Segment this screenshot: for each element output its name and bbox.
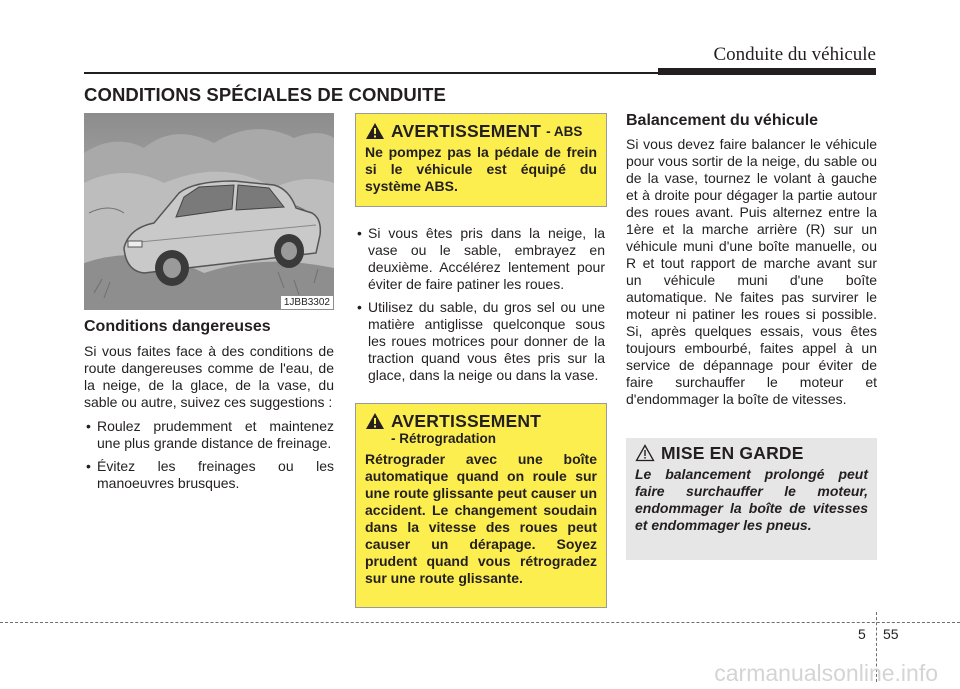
dangerous-conditions-intro: Si vous faites face à des conditions de route dangereuses comme de l'eau, de la neige, de la glace, de la vase, du sable ou autre, suivez ces suggestions : bbox=[84, 343, 334, 410]
list-item: • Évitez les freinages ou les manoeuvres brusques. bbox=[84, 458, 334, 492]
warning-box-abs bbox=[355, 113, 607, 207]
dangerous-conditions-list bbox=[84, 418, 334, 492]
watermark: carmanualsonline.info bbox=[714, 660, 938, 686]
stuck-vehicle-list bbox=[355, 225, 605, 384]
figure-code: 1JBB3302 bbox=[281, 296, 333, 309]
footer-rule bbox=[0, 622, 960, 623]
warning-triangle-icon bbox=[365, 412, 385, 430]
header-rule-accent bbox=[658, 68, 876, 75]
warning-header bbox=[365, 122, 597, 140]
caution-triangle-icon bbox=[635, 444, 655, 462]
warning-title: AVERTISSEMENT bbox=[391, 410, 542, 431]
running-header: Conduite du véhicule bbox=[713, 44, 876, 65]
heading-rocking-vehicle: Balancement du véhicule bbox=[626, 112, 819, 129]
car-illustration bbox=[84, 113, 334, 310]
caution-title: MISE EN GARDE bbox=[661, 442, 804, 463]
car-on-rough-terrain-image bbox=[84, 113, 334, 310]
list-item: • Utilisez du sable, du gros sel ou une matière antiglisse quelconque sous les roues motrices pour donner de la traction quand vous êtes pris sur la glace, dans la neige ou dans la vase. bbox=[355, 299, 605, 384]
chapter-number: 5 bbox=[858, 626, 866, 642]
warning-text: Rétrograder avec une boîte automatique quand on roule sur une route glissante peut causer un accident. Le changement soudain dans la vitesse des roues peut causer un dérapage. Soyez prudent quand vous rétrogradez sur une route glissante. bbox=[365, 451, 597, 586]
warning-header bbox=[365, 412, 597, 430]
heading-dangerous-conditions: Conditions dangereuses bbox=[84, 318, 271, 335]
warning-subtitle: - Rétrogradation bbox=[391, 431, 497, 446]
list-item: • Si vous êtes pris dans la neige, la vase ou le sable, embrayez en deuxième. Accélérez lentement pour éviter de faire patiner les roues. bbox=[355, 225, 605, 293]
warning-triangle-icon bbox=[365, 122, 385, 140]
caution-header bbox=[635, 444, 868, 462]
list-item: • Roulez prudemment et maintenez une plus grande distance de freinage. bbox=[84, 418, 334, 452]
column-right bbox=[626, 111, 877, 408]
column-middle bbox=[355, 225, 605, 384]
warning-box-downshift bbox=[355, 403, 607, 608]
warning-text: Ne pompez pas la pédale de frein si le véhicule est équipé du système ABS. bbox=[365, 144, 597, 194]
page-number: 55 bbox=[883, 626, 899, 642]
warning-title: AVERTISSEMENT bbox=[391, 120, 542, 141]
caution-text: Le balancement prolongé peut faire surchauffer le moteur, endommager la boîte de vitesses et endommager les pneus. bbox=[635, 466, 868, 533]
section-title: CONDITIONS SPÉCIALES DE CONDUITE bbox=[84, 84, 446, 105]
rocking-vehicle-text: Si vous devez faire balancer le véhicule pour vous sortir de la neige, du sable ou de la vase, tournez le volant à gauche et à droite pour dégager la partie autour des roues avant. Puis alternez entre la 1ère et la marche arrière (R) sur un véhicule muni d'une boîte manuelle, ou R et tout rapport de marche avant sur un véhicule muni d'une boîte automatique. Ne faites pas survirer le moteur ni patiner les roues si possible. Si, après quelques essais, vous êtes toujours embourbé, faites appel à un service de dépannage pour éviter de faire surchauffer le moteur et d'endommager la boîte de vitesses. bbox=[626, 136, 877, 407]
caution-box bbox=[626, 438, 877, 560]
column-left bbox=[84, 317, 334, 492]
warning-subtitle: - ABS bbox=[546, 123, 583, 139]
